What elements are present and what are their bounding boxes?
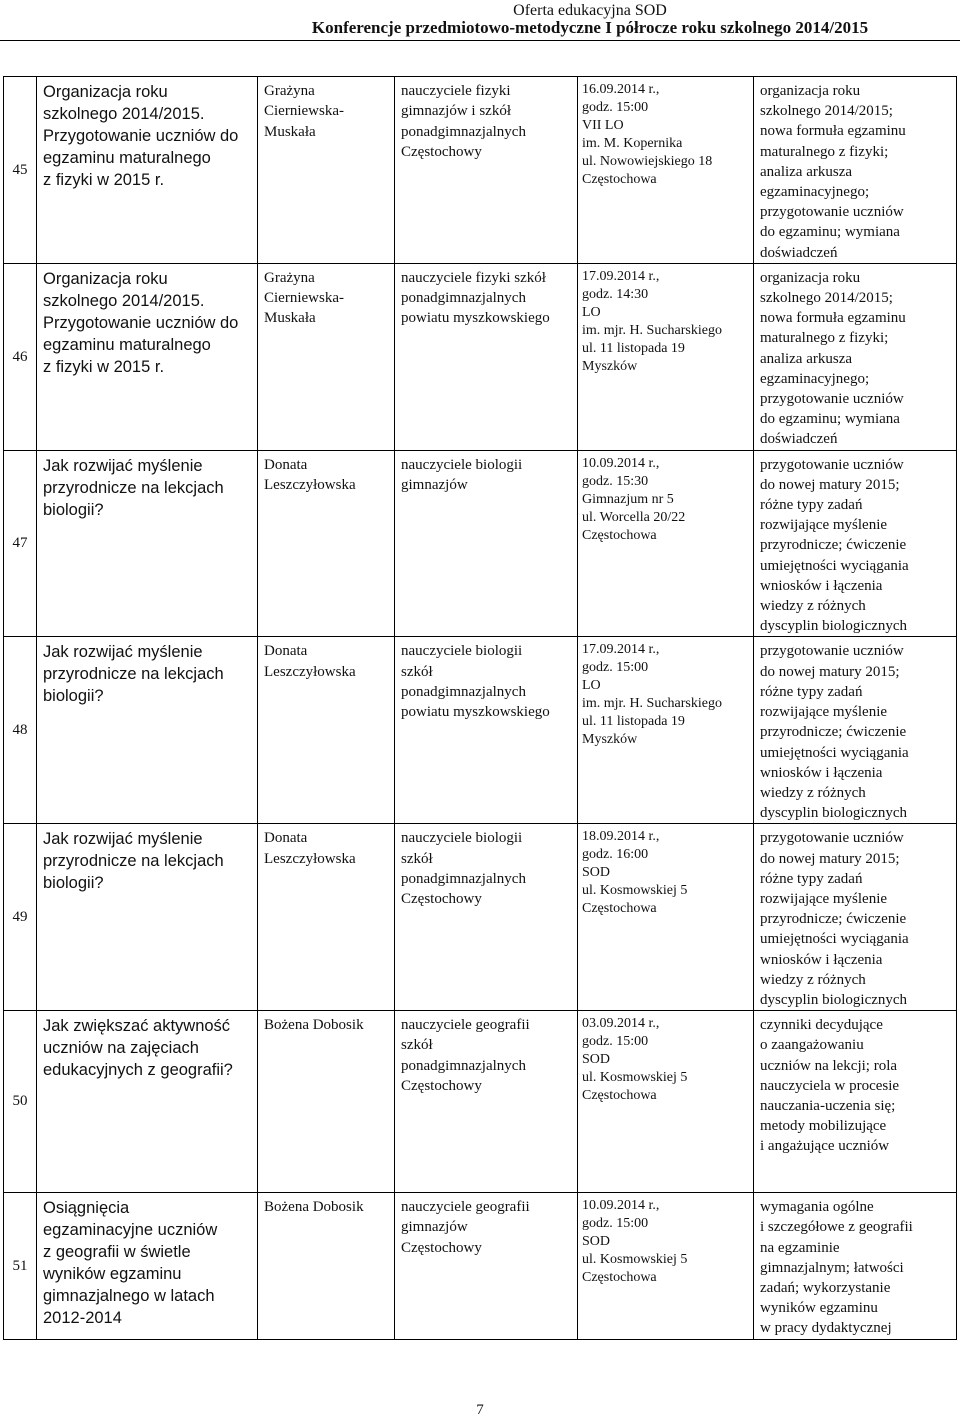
topic-cell-line: biologii? — [43, 500, 104, 519]
topic-cell-line: z fizyki w 2015 r. — [43, 171, 165, 189]
author-cell — [258, 637, 395, 824]
date-venue-cell-line: 10.09.2014 r., — [582, 455, 660, 471]
author-cell-line: Grażyna — [264, 83, 315, 99]
date-venue-cell-line: 03.09.2014 r., — [582, 1016, 660, 1032]
author-cell-line: Grażyna — [264, 269, 315, 286]
topic-cell-line: Organizacja roku — [43, 269, 168, 288]
program-cell-line: umiejętności wyciągania — [760, 557, 909, 574]
program-cell — [754, 1193, 957, 1339]
program-cell-line: do egzaminu; wymiana — [760, 411, 900, 428]
audience-cell — [395, 1193, 578, 1339]
date-venue-cell-line: LO — [582, 304, 601, 320]
date-venue-cell-line: godz. 15:00 — [582, 100, 649, 115]
table-row — [4, 263, 957, 450]
date-venue-cell-line: 17.09.2014 r., — [582, 642, 660, 658]
date-venue-cell-line: im. mjr. H. Sucharskiego — [582, 322, 722, 338]
topic-cell-line: biologii? — [43, 874, 104, 893]
audience-cell-line: ponadgimnazjalnych — [401, 290, 526, 307]
audience-cell-line: nauczyciele geografii — [401, 1199, 530, 1216]
program-cell-line: umiejętności wyciągania — [760, 744, 909, 761]
program-cell-line: wniosków i łączenia — [760, 951, 883, 968]
audience-cell-line: Częstochowy — [401, 891, 482, 908]
table-row — [4, 77, 957, 264]
page-number: 7 — [476, 1402, 484, 1418]
program-cell-line: na egzaminie — [760, 1239, 840, 1256]
offer-header: Oferta edukacyjna SOD — [513, 2, 667, 19]
date-venue-cell-line: Myszków — [582, 732, 638, 748]
topic-cell — [37, 450, 258, 637]
audience-cell-line: Częstochowy — [401, 143, 482, 160]
author-cell — [258, 1193, 395, 1339]
row-number: 45 — [4, 77, 37, 264]
conference-schedule-table — [3, 76, 957, 1340]
topic-cell-line: przyrodnicze na lekcjach — [43, 665, 224, 684]
program-cell-line: wniosków i łączenia — [760, 764, 883, 781]
date-venue-cell — [578, 824, 754, 1011]
program-cell-line: do nowej matury 2015; — [760, 476, 900, 493]
topic-cell-line: Organizacja roku — [43, 83, 168, 101]
topic-cell-line: edukacyjnych z geografii? — [43, 1061, 233, 1080]
program-cell-line: analiza arkusza — [760, 163, 853, 180]
date-venue-cell-line: Częstochowa — [582, 527, 657, 543]
program-cell-line: dyscyplin biologicznych — [760, 618, 908, 635]
date-venue-cell-line: ul. 11 listopada 19 — [582, 714, 685, 730]
program-cell — [754, 450, 957, 637]
date-venue-cell-line: 17.09.2014 r., — [582, 268, 660, 284]
topic-cell — [37, 824, 258, 1011]
topic-cell-line: przyrodnicze na lekcjach — [43, 478, 224, 497]
program-cell-line: wiedzy z różnych — [760, 971, 866, 988]
date-venue-cell-line: Myszków — [582, 358, 638, 374]
program-cell-line: wniosków i łączenia — [760, 577, 883, 594]
author-cell-line: Cierniewska- — [264, 290, 344, 307]
topic-cell-line: gimnazjalnego w latach — [43, 1287, 215, 1306]
audience-cell — [395, 77, 578, 264]
date-venue-cell-line: im. M. Kopernika — [582, 136, 683, 151]
topic-cell-line: egzaminu maturalnego — [43, 149, 211, 167]
program-cell-line: organizacja roku — [760, 83, 861, 99]
topic-cell-line: Jak zwiększać aktywność — [43, 1017, 231, 1036]
topic-cell-line: 2012-2014 — [43, 1309, 122, 1328]
date-venue-cell-line: LO — [582, 678, 601, 694]
program-cell — [754, 263, 957, 450]
program-cell-line: maturalnego z fizyki; — [760, 143, 889, 160]
audience-cell-line: gimnazjów i szkół — [401, 103, 511, 120]
topic-cell — [37, 637, 258, 824]
date-venue-cell-line: Częstochowa — [582, 172, 657, 187]
audience-cell-line: Częstochowy — [401, 1239, 482, 1256]
date-venue-cell-line: ul. Worcella 20/22 — [582, 509, 686, 525]
program-cell-line: do nowej matury 2015; — [760, 850, 900, 867]
topic-cell — [37, 263, 258, 450]
table-row — [4, 450, 957, 637]
topic-cell-line: Jak rozwijać myślenie — [43, 643, 203, 662]
date-venue-cell-line: ul. Kosmowskiej 5 — [582, 1252, 688, 1268]
program-cell — [754, 77, 957, 264]
topic-cell-line: przyrodnicze na lekcjach — [43, 852, 224, 871]
date-venue-cell-line: godz. 15:00 — [582, 660, 649, 676]
author-cell — [258, 77, 395, 264]
topic-cell-line: Jak rozwijać myślenie — [43, 830, 203, 849]
row-number: 49 — [4, 824, 37, 1011]
table-row — [4, 1193, 957, 1339]
audience-cell-line: gimnazjów — [401, 476, 468, 493]
topic-cell — [37, 77, 258, 264]
program-cell-line: zadań; wykorzystanie — [760, 1279, 891, 1296]
program-cell — [754, 1011, 957, 1193]
date-venue-cell-line: godz. 15:00 — [582, 1034, 649, 1050]
date-venue-cell-line: godz. 16:00 — [582, 847, 649, 863]
program-cell-line: o zaangażowaniu — [760, 1037, 864, 1054]
date-venue-cell — [578, 1011, 754, 1193]
date-venue-cell-line: 18.09.2014 r., — [582, 829, 660, 845]
date-venue-cell — [578, 1193, 754, 1339]
date-venue-cell-line: Gimnazjum nr 5 — [582, 491, 674, 507]
program-cell — [754, 824, 957, 1011]
author-cell-line: Leszczyłowska — [264, 663, 356, 680]
program-cell-line: metody mobilizujące — [760, 1118, 887, 1135]
program-cell-line: wiedzy z różnych — [760, 784, 866, 801]
date-venue-cell-line: ul. Kosmowskiej 5 — [582, 883, 688, 899]
program-cell-line: egzaminacyjnego; — [760, 184, 870, 201]
document-title: Konferencje przedmiotowo-metodyczne I półrocze roku szkolnego 2014/2015 — [311, 18, 869, 37]
date-venue-cell-line: VII LO — [582, 118, 624, 133]
program-cell-line: doświadczeń — [760, 244, 838, 261]
program-cell-line: czynniki decydujące — [760, 1017, 883, 1034]
author-cell-line: Bożena Dobosik — [264, 1199, 364, 1216]
date-venue-cell-line: 16.09.2014 r., — [582, 82, 660, 97]
program-cell-line: przygotowanie uczniów — [760, 204, 904, 221]
audience-cell-line: powiatu myszkowskiego — [401, 310, 550, 327]
program-cell-line: różne typy zadań — [760, 683, 863, 700]
topic-cell-line: biologii? — [43, 687, 104, 706]
program-cell — [754, 637, 957, 824]
date-venue-cell-line: Częstochowa — [582, 1088, 657, 1104]
table-row — [4, 1011, 957, 1193]
row-number: 47 — [4, 450, 37, 637]
program-cell-line: przygotowanie uczniów — [760, 643, 904, 660]
audience-cell-line: nauczyciele biologii — [401, 830, 523, 847]
date-venue-cell-line: ul. 11 listopada 19 — [582, 340, 685, 356]
audience-cell-line: szkół — [401, 663, 433, 680]
audience-cell — [395, 263, 578, 450]
date-venue-cell-line: godz. 15:00 — [582, 1216, 649, 1232]
program-cell-line: wymagania ogólne — [760, 1199, 874, 1216]
program-cell-line: do egzaminu; wymiana — [760, 224, 900, 241]
audience-cell-line: szkół — [401, 1037, 433, 1054]
audience-cell — [395, 824, 578, 1011]
row-number: 48 — [4, 637, 37, 824]
program-cell-line: różne typy zadań — [760, 497, 863, 514]
program-cell-line: i angażujące uczniów — [760, 1138, 890, 1155]
row-number: 46 — [4, 263, 37, 450]
program-cell-line: rozwijające myślenie — [760, 890, 888, 907]
topic-cell-line: Przygotowanie uczniów do — [43, 313, 239, 332]
audience-cell-line: nauczyciele biologii — [401, 456, 523, 473]
author-cell — [258, 263, 395, 450]
date-venue-cell-line: ul. Kosmowskiej 5 — [582, 1070, 688, 1086]
audience-cell-line: nauczyciele fizyki szkół — [401, 269, 546, 286]
topic-cell-line: Osiągnięcia — [43, 1199, 130, 1218]
program-cell-line: nauczyciela w procesie — [760, 1077, 900, 1094]
audience-cell-line: gimnazjów — [401, 1219, 468, 1236]
program-cell-line: nauczania-uczenia się; — [760, 1097, 896, 1114]
program-cell-line: przyrodnicze; ćwiczenie — [760, 537, 907, 554]
program-cell-line: dyscyplin biologicznych — [760, 805, 908, 822]
program-cell-line: nowa formuła egzaminu — [760, 310, 906, 327]
author-cell-line: Donata — [264, 456, 308, 473]
topic-cell-line: z fizyki w 2015 r. — [43, 357, 165, 376]
program-cell-line: szkolnego 2014/2015; — [760, 290, 893, 307]
audience-cell-line: powiatu myszkowskiego — [401, 704, 550, 721]
program-cell-line: analiza arkusza — [760, 350, 853, 367]
author-cell — [258, 1011, 395, 1193]
topic-cell-line: szkolnego 2014/2015. — [43, 291, 205, 310]
program-cell-line: egzaminacyjnego; — [760, 370, 870, 387]
program-cell-line: wyników egzaminu — [760, 1300, 878, 1317]
topic-cell-line: Przygotowanie uczniów do — [43, 127, 239, 145]
date-venue-cell-line: SOD — [582, 1234, 611, 1250]
row-number: 51 — [4, 1193, 37, 1339]
audience-cell-line: nauczyciele fizyki — [401, 83, 511, 99]
program-cell-line: szkolnego 2014/2015; — [760, 103, 893, 120]
program-cell-line: gimnazjalnym; łatwości — [760, 1259, 904, 1276]
audience-cell — [395, 1011, 578, 1193]
program-cell-line: organizacja roku — [760, 269, 861, 286]
program-cell-line: przygotowanie uczniów — [760, 830, 904, 847]
date-venue-cell-line: Częstochowa — [582, 1270, 657, 1286]
row-number: 50 — [4, 1011, 37, 1193]
date-venue-cell — [578, 450, 754, 637]
author-cell-line: Cierniewska- — [264, 103, 344, 120]
date-venue-cell-line: godz. 14:30 — [582, 286, 649, 302]
audience-cell-line: ponadgimnazjalnych — [401, 1057, 526, 1074]
author-cell-line: Donata — [264, 643, 308, 660]
date-venue-cell — [578, 263, 754, 450]
audience-cell-line: Częstochowy — [401, 1078, 482, 1095]
program-cell-line: wiedzy z różnych — [760, 598, 866, 615]
program-cell-line: do nowej matury 2015; — [760, 663, 900, 680]
audience-cell-line: nauczyciele geografii — [401, 1017, 530, 1034]
audience-cell — [395, 450, 578, 637]
author-cell-line: Muskała — [264, 310, 316, 327]
program-cell-line: umiejętności wyciągania — [760, 931, 909, 948]
program-cell-line: i szczegółowe z geografii — [760, 1219, 913, 1236]
program-cell-line: przyrodnicze; ćwiczenie — [760, 911, 907, 928]
date-venue-cell — [578, 637, 754, 824]
date-venue-cell-line: 10.09.2014 r., — [582, 1198, 660, 1214]
program-cell-line: przygotowanie uczniów — [760, 391, 904, 408]
author-cell-line: Donata — [264, 830, 308, 847]
program-cell-line: rozwijające myślenie — [760, 704, 888, 721]
program-cell-line: maturalnego z fizyki; — [760, 330, 889, 347]
program-cell-line: rozwijające myślenie — [760, 517, 888, 534]
date-venue-cell-line: ul. Nowowiejskiego 18 — [582, 154, 713, 169]
author-cell-line: Muskała — [264, 123, 316, 140]
audience-cell-line: ponadgimnazjalnych — [401, 123, 526, 140]
program-cell-line: różne typy zadań — [760, 870, 863, 887]
topic-cell-line: uczniów na zajęciach — [43, 1039, 199, 1058]
topic-cell-line: z geografii w świetle — [43, 1243, 191, 1262]
audience-cell — [395, 637, 578, 824]
date-venue-cell-line: Częstochowa — [582, 901, 657, 917]
topic-cell — [37, 1193, 258, 1339]
program-cell-line: przygotowanie uczniów — [760, 456, 904, 473]
topic-cell-line: egzaminu maturalnego — [43, 335, 211, 354]
date-venue-cell-line: SOD — [582, 865, 611, 881]
author-cell — [258, 450, 395, 637]
audience-cell-line: nauczyciele biologii — [401, 643, 523, 660]
topic-cell — [37, 1011, 258, 1193]
audience-cell-line: ponadgimnazjalnych — [401, 684, 526, 701]
topic-cell-line: Jak rozwijać myślenie — [43, 456, 203, 475]
program-cell-line: przyrodnicze; ćwiczenie — [760, 724, 907, 741]
date-venue-cell-line: godz. 15:30 — [582, 473, 649, 489]
program-cell-line: uczniów na lekcji; rola — [760, 1057, 898, 1074]
audience-cell-line: ponadgimnazjalnych — [401, 870, 526, 887]
topic-cell-line: szkolnego 2014/2015. — [43, 105, 205, 123]
topic-cell-line: egzaminacyjne uczniów — [43, 1221, 218, 1240]
header-divider — [0, 40, 960, 41]
author-cell-line: Bożena Dobosik — [264, 1017, 364, 1034]
date-venue-cell-line: im. mjr. H. Sucharskiego — [582, 696, 722, 712]
date-venue-cell-line: SOD — [582, 1052, 611, 1068]
author-cell-line: Leszczyłowska — [264, 850, 356, 867]
author-cell — [258, 824, 395, 1011]
program-cell-line: w pracy dydaktycznej — [760, 1320, 892, 1337]
table-row — [4, 824, 957, 1011]
program-cell-line: doświadczeń — [760, 431, 838, 448]
audience-cell-line: szkół — [401, 850, 433, 867]
program-cell-line: nowa formuła egzaminu — [760, 123, 906, 140]
table-row — [4, 637, 957, 824]
author-cell-line: Leszczyłowska — [264, 476, 356, 493]
date-venue-cell — [578, 77, 754, 264]
program-cell-line: dyscyplin biologicznych — [760, 991, 908, 1008]
topic-cell-line: wyników egzaminu — [43, 1265, 182, 1284]
